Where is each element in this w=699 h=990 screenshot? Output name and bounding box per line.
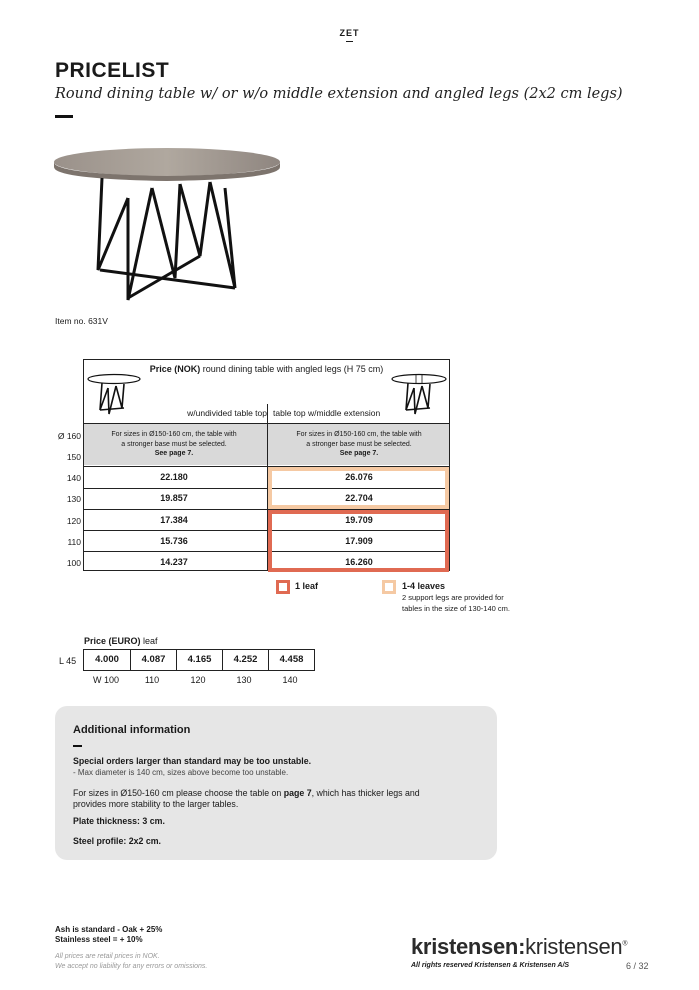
price-cell: 26.076: [345, 472, 373, 482]
legend-label-1-4-leaves: 1-4 leaves: [402, 581, 446, 591]
price-cell: 22.704: [345, 493, 373, 503]
price-cell: 17.909: [345, 536, 373, 546]
info-size-advice-line2: provides more stability to the larger tables.: [73, 799, 239, 809]
title-divider: [55, 115, 73, 118]
legend-label-1-leaf: 1 leaf: [295, 581, 319, 591]
col-header-undivided: w/undivided table top: [187, 408, 267, 418]
logo-word: kristensen: [411, 934, 519, 959]
note-line: For sizes in Ø150-160 cm, the table with: [296, 431, 422, 438]
size-label: 120: [66, 516, 81, 526]
euro-price-cell: 4.000: [95, 654, 119, 665]
page-subtitle: Round dining table w/ or w/o middle extension and angled legs (2x2 cm legs): [55, 86, 623, 102]
price-cell: 19.709: [345, 515, 373, 525]
disclaimer-line: We accept no liability for any errors or omissions.: [55, 962, 208, 970]
euro-price-row: [83, 649, 315, 671]
table-icon-undivided: [86, 372, 142, 416]
price-cell: 15.736: [160, 536, 188, 546]
brand-underline: [346, 41, 353, 42]
size-label: 110: [67, 537, 81, 547]
price-cell: 22.180: [160, 472, 188, 482]
euro-price-cell: 4.087: [130, 650, 176, 670]
additional-info-title: Additional information: [73, 724, 191, 736]
company-logo: [411, 934, 627, 960]
size-label: Ø 160: [57, 431, 81, 441]
euro-title-rest: leaf: [140, 636, 158, 646]
price-cell: 16.260: [345, 557, 373, 567]
price-cell: 19.857: [160, 493, 188, 503]
page-title: PRICELIST: [55, 59, 170, 82]
size-label: 100: [66, 558, 81, 568]
legend-support-note: 2 support legs are provided for tables in the size of 130-140 cm.: [402, 593, 510, 613]
note-line-page-ref: See page 7.: [339, 450, 379, 457]
euro-price-cell: 4.458: [268, 650, 314, 670]
euro-price-cell: 4.252: [222, 650, 268, 670]
brand-header: ZET: [339, 28, 360, 38]
euro-width-label: 140: [282, 675, 298, 685]
note-line-page-ref: See page 7.: [154, 450, 194, 457]
euro-width-label: 130: [236, 675, 252, 685]
info-size-advice: [73, 788, 420, 799]
info-max-diameter: - Max diameter is 140 cm, sizes above become too unstable.: [73, 768, 289, 777]
note-line: a stronger base must be selected.: [306, 440, 412, 448]
logo-registered-mark: ®: [622, 940, 628, 948]
info-special-orders: Special orders larger than standard may be too unstable.: [73, 756, 312, 766]
info-page-link: page 7: [283, 788, 312, 798]
price-table-title-rest: round dining table with angled legs (H 75 cm): [200, 364, 384, 374]
info-size-advice-text: , which has thicker legs and: [311, 788, 420, 798]
note-line: For sizes in Ø150-160 cm, the table with: [111, 431, 237, 438]
price-disclaimer: [55, 952, 207, 971]
euro-width-label: W 100: [92, 675, 119, 685]
surcharge-line: Stainless steel = + 10%: [55, 935, 143, 944]
euro-width-label: 110: [144, 675, 160, 685]
size-note-left: [84, 430, 264, 459]
note-line: a stronger base must be selected.: [121, 440, 227, 448]
info-divider: [73, 745, 82, 747]
logo-word: kristensen: [525, 934, 623, 959]
size-label: 130: [66, 494, 81, 504]
size-label: 140: [66, 473, 81, 483]
col-header-extension: table top w/middle extension: [273, 408, 381, 418]
price-table-title-bold: Price (NOK): [149, 364, 201, 374]
euro-title-bold: Price (EURO): [84, 636, 141, 646]
info-plate-thickness: Plate thickness: 3 cm.: [73, 816, 165, 826]
disclaimer-line: All prices are retail prices in NOK.: [55, 953, 160, 960]
euro-width-label: 120: [190, 675, 206, 685]
info-steel-profile: Steel profile: 2x2 cm.: [73, 836, 162, 846]
logo-separator: :: [518, 934, 526, 959]
page-number: 6 / 32: [626, 961, 649, 971]
legend-swatch-1-4-leaves: [382, 580, 396, 594]
size-note-right: [269, 430, 449, 459]
legend-swatch-1-leaf: [276, 580, 290, 594]
size-label: 150: [66, 452, 81, 462]
price-cell: 17.384: [160, 515, 188, 525]
copyright-notice: All rights reserved Kristensen & Kristensen A/S: [411, 962, 570, 969]
surcharge-line: Ash is standard - Oak + 25%: [55, 925, 163, 934]
euro-table-title: [84, 636, 158, 646]
material-surcharges: [55, 925, 162, 945]
euro-row-label: L 45: [59, 656, 77, 666]
euro-price-cell: 4.165: [176, 650, 222, 670]
price-cell: 14.237: [160, 557, 188, 567]
item-number: Item no. 631V: [55, 316, 108, 326]
info-size-advice-text: For sizes in Ø150-160 cm please choose the table on: [73, 788, 284, 798]
table-product-image: [50, 138, 285, 310]
